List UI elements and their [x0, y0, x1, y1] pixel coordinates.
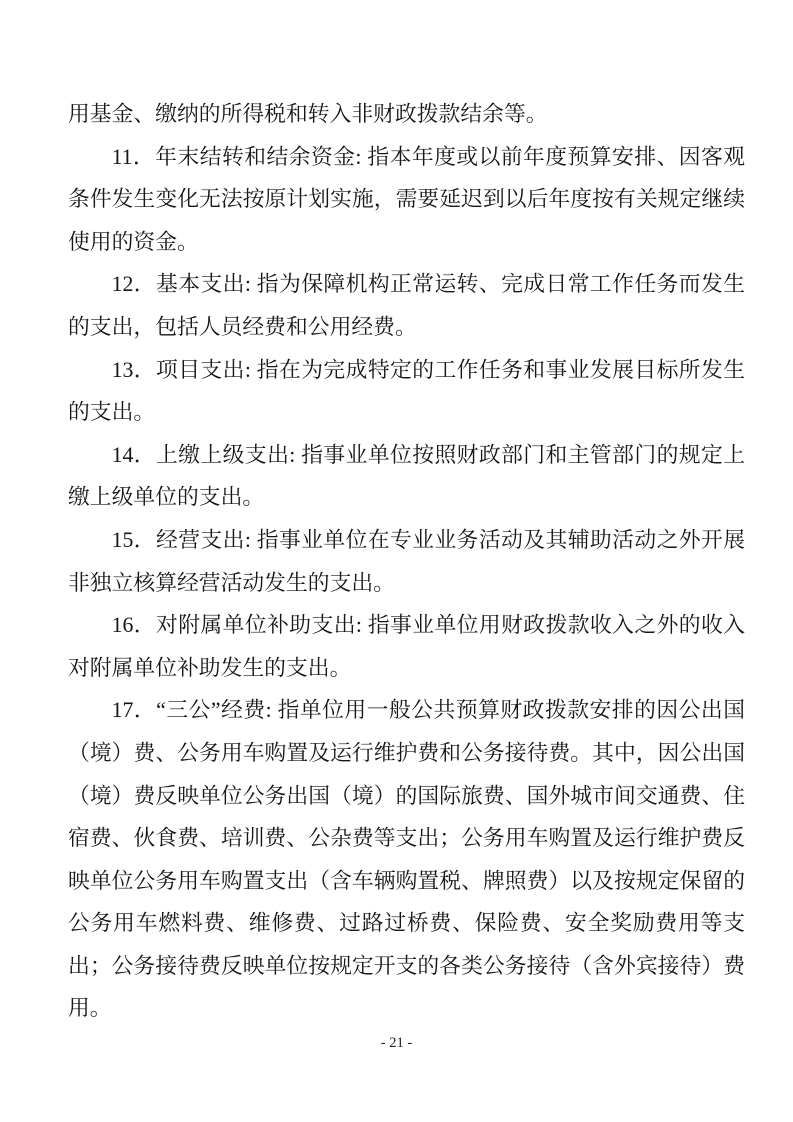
paragraph-continuation: 用基金、缴纳的所得税和转入非财政拨款结余等。: [68, 102, 548, 126]
term-item-17: 17．“三公”经费: 指单位用一般公共预算财政拨款安排的因公出国（境）费、公务用车购置及运行维护费和公务接待费。其中，因公出国（境）费反映单位公务出国（境）的国际旅费、国外城市间交通费、住宿费、伙食费、培训费、公杂费等支出；公务用车购置及运行维护费反映单位公务用车购置支出（含车辆购置税、牌照费）以及按规定保留的公务用车燃料费、维修费、过路过桥费、保险费、安全奖励费用等支出；公务接待费反映单位按规定开支的各类公务接待（含外宾接待）费用。: [68, 698, 745, 1021]
document-body: [68, 93, 745, 1030]
term-item-16: 16．对附属单位补助支出: 指事业单位用财政拨款收入之外的收入对附属单位补助发生的支出。: [68, 613, 745, 680]
term-item-14: 14．上缴上级支出: 指事业单位按照财政部门和主管部门的规定上缴上级单位的支出。: [68, 442, 745, 510]
term-item-15: 15．经营支出: 指事业单位在专业业务活动及其辅助活动之外开展非独立核算经营活动发生的支出。: [68, 527, 745, 595]
term-item-13: 13．项目支出: 指在为完成特定的工作任务和事业发展目标所发生的支出。: [68, 357, 745, 425]
term-item-12: 12．基本支出: 指为保障机构正常运转、完成日常工作任务而发生的支出，包括人员经费和公用经费。: [68, 272, 745, 339]
term-item-11: 11．年末结转和结余资金: 指本年度或以前年度预算安排、因客观条件发生变化无法按原计划实施，需要延迟到以后年度按有关规定继续使用的资金。: [68, 144, 745, 254]
page-footer: [0, 1033, 793, 1053]
page-number: - 21 -: [380, 1035, 413, 1051]
